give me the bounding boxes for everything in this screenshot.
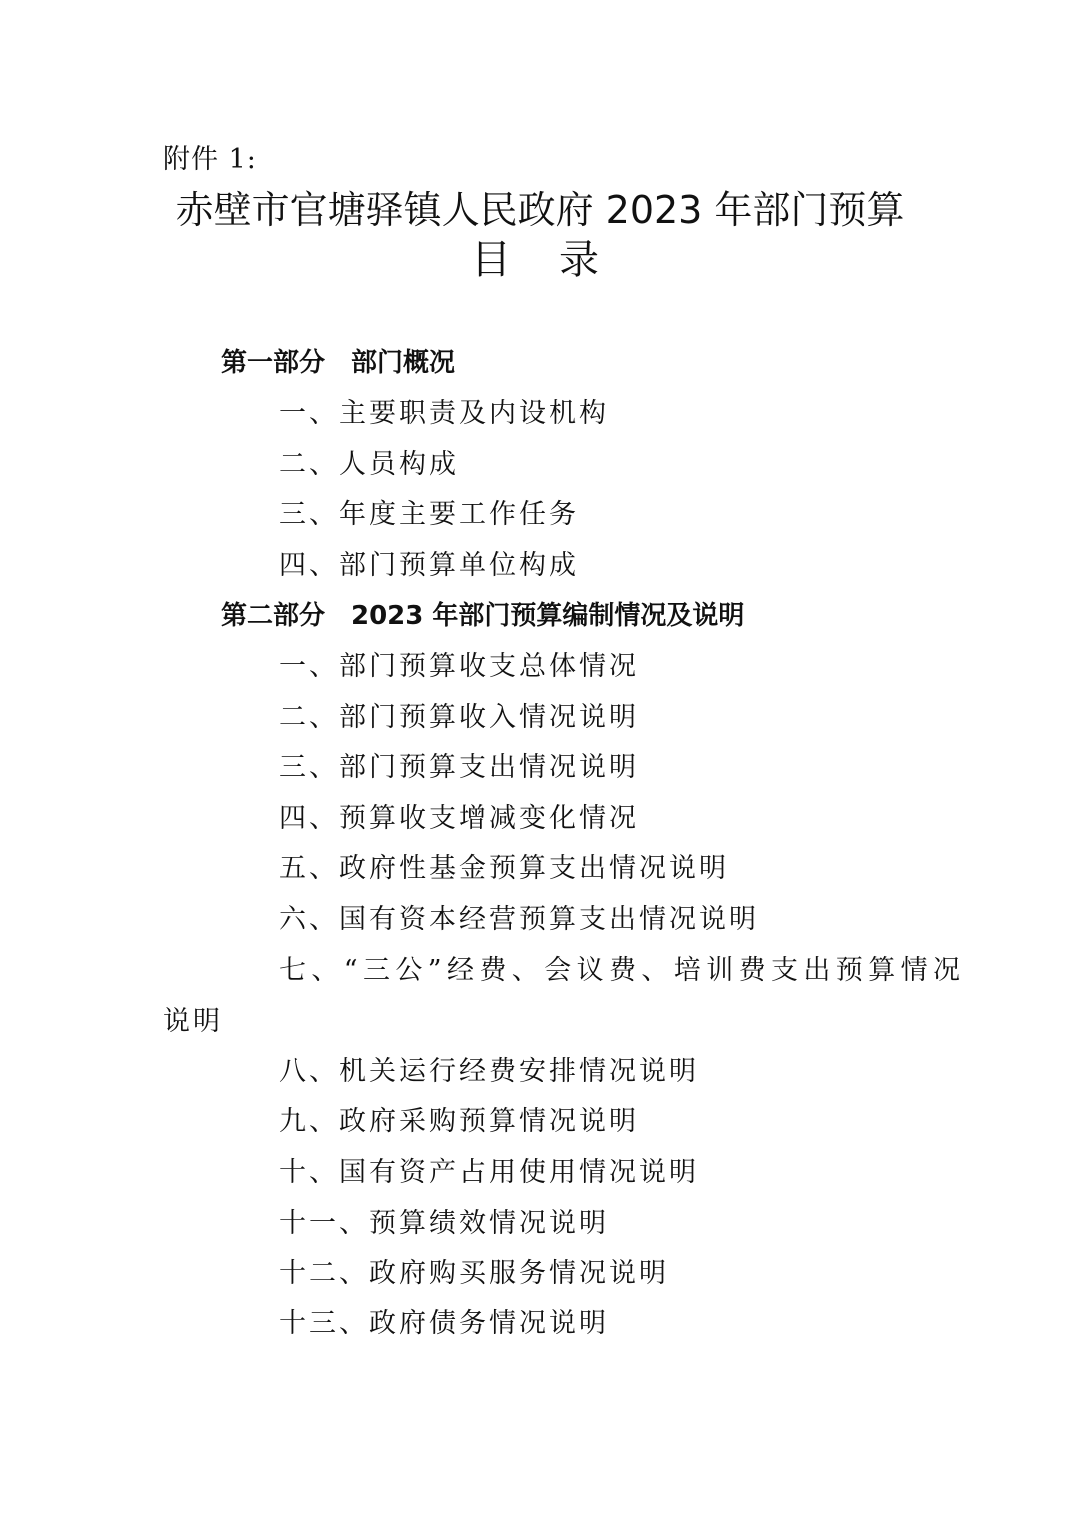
toc-heading: 目录 <box>471 237 647 283</box>
toc-item: 十三、政府债务情况说明 <box>279 1308 609 1339</box>
toc-item: 五、政府性基金预算支出情况说明 <box>279 853 729 884</box>
attachment-label: 附件 1: <box>163 144 257 175</box>
toc-item: 十二、政府购买服务情况说明 <box>279 1258 669 1289</box>
toc-item: 八、机关运行经费安排情况说明 <box>279 1056 699 1087</box>
toc-item: 七、“三公”经费、会议费、培训费支出预算情况 <box>279 955 966 986</box>
toc-item: 十一、预算绩效情况说明 <box>279 1208 609 1239</box>
toc-item: 一、主要职责及内设机构 <box>279 398 609 429</box>
document-title: 赤壁市官塘驿镇人民政府 2023 年部门预算 <box>175 188 905 232</box>
toc-item: 十、国有资产占用使用情况说明 <box>279 1157 699 1188</box>
toc-item: 六、国有资本经营预算支出情况说明 <box>279 904 759 935</box>
toc-item: 四、部门预算单位构成 <box>279 550 579 581</box>
toc-item: 一、部门预算收支总体情况 <box>279 651 639 682</box>
toc-item: 三、部门预算支出情况说明 <box>279 752 639 783</box>
toc-item-continuation: 说明 <box>163 1006 223 1037</box>
toc-part1-heading: 第一部分 部门概况 <box>221 348 456 378</box>
toc-item: 二、人员构成 <box>279 449 459 480</box>
toc-item: 二、部门预算收入情况说明 <box>279 702 639 733</box>
toc-item: 四、预算收支增减变化情况 <box>279 803 639 834</box>
toc-item: 九、政府采购预算情况说明 <box>279 1106 639 1137</box>
toc-part2-heading: 第二部分 2023 年部门预算编制情况及说明 <box>221 601 745 631</box>
toc-item: 三、年度主要工作任务 <box>279 499 579 530</box>
